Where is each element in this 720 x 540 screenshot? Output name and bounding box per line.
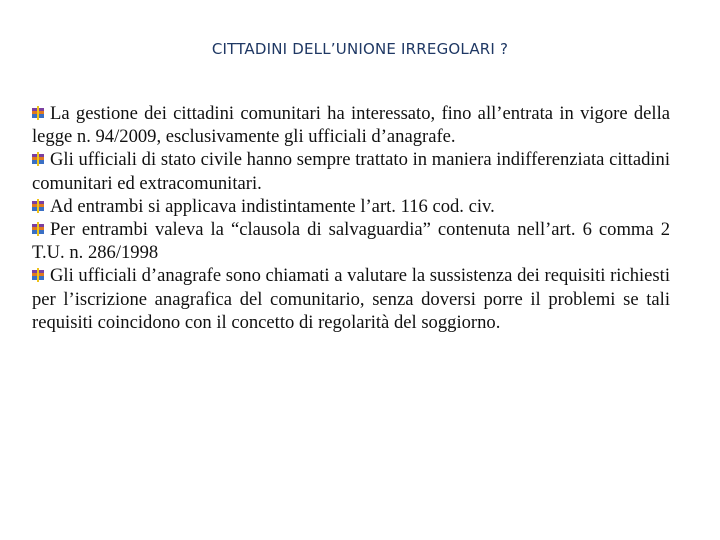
bullet-icon — [32, 222, 44, 236]
bullet-icon — [32, 199, 44, 213]
bullet-text-3: Ad entrambi si applicava indistintamente l’art. 116 cod. civ. — [50, 195, 495, 217]
slide-title: CITTADINI DELL’UNIONE IRREGOLARI ? — [211, 40, 509, 58]
bullet-text-2: Gli ufficiali di stato civile hanno sempre trattato in maniera indifferenziata cittadini comunitari ed extracomunitari. — [32, 149, 670, 194]
bullet-paragraph-5 — [32, 264, 670, 334]
bullet-paragraph-3 — [32, 195, 670, 218]
bullet-paragraph-1 — [32, 102, 670, 148]
bullet-icon — [32, 152, 44, 166]
bullet-text-1: La gestione dei cittadini comunitari ha interessato, fino all’entrata in vigore della legge n. 94/2009, esclusivamente gli ufficiali d’anagrafe. — [32, 103, 670, 148]
bullet-paragraph-2 — [32, 148, 670, 194]
bullet-paragraph-4 — [32, 218, 670, 264]
bullet-icon — [32, 106, 44, 120]
bullet-text-5: Gli ufficiali d’anagrafe sono chiamati a valutare la sussistenza dei requisiti richiesti per l’iscrizione anagrafica del comunitario, senza doversi porre il problemi se tali requisiti coincidono con il concetto di regolarità del soggiorno. — [32, 265, 670, 333]
slide-body — [32, 102, 670, 334]
bullet-text-4: Per entrambi valeva la “clausola di salvaguardia” contenuta nell’art. 6 comma 2 T.U. n. 286/1998 — [32, 219, 670, 264]
bullet-icon — [32, 268, 44, 282]
